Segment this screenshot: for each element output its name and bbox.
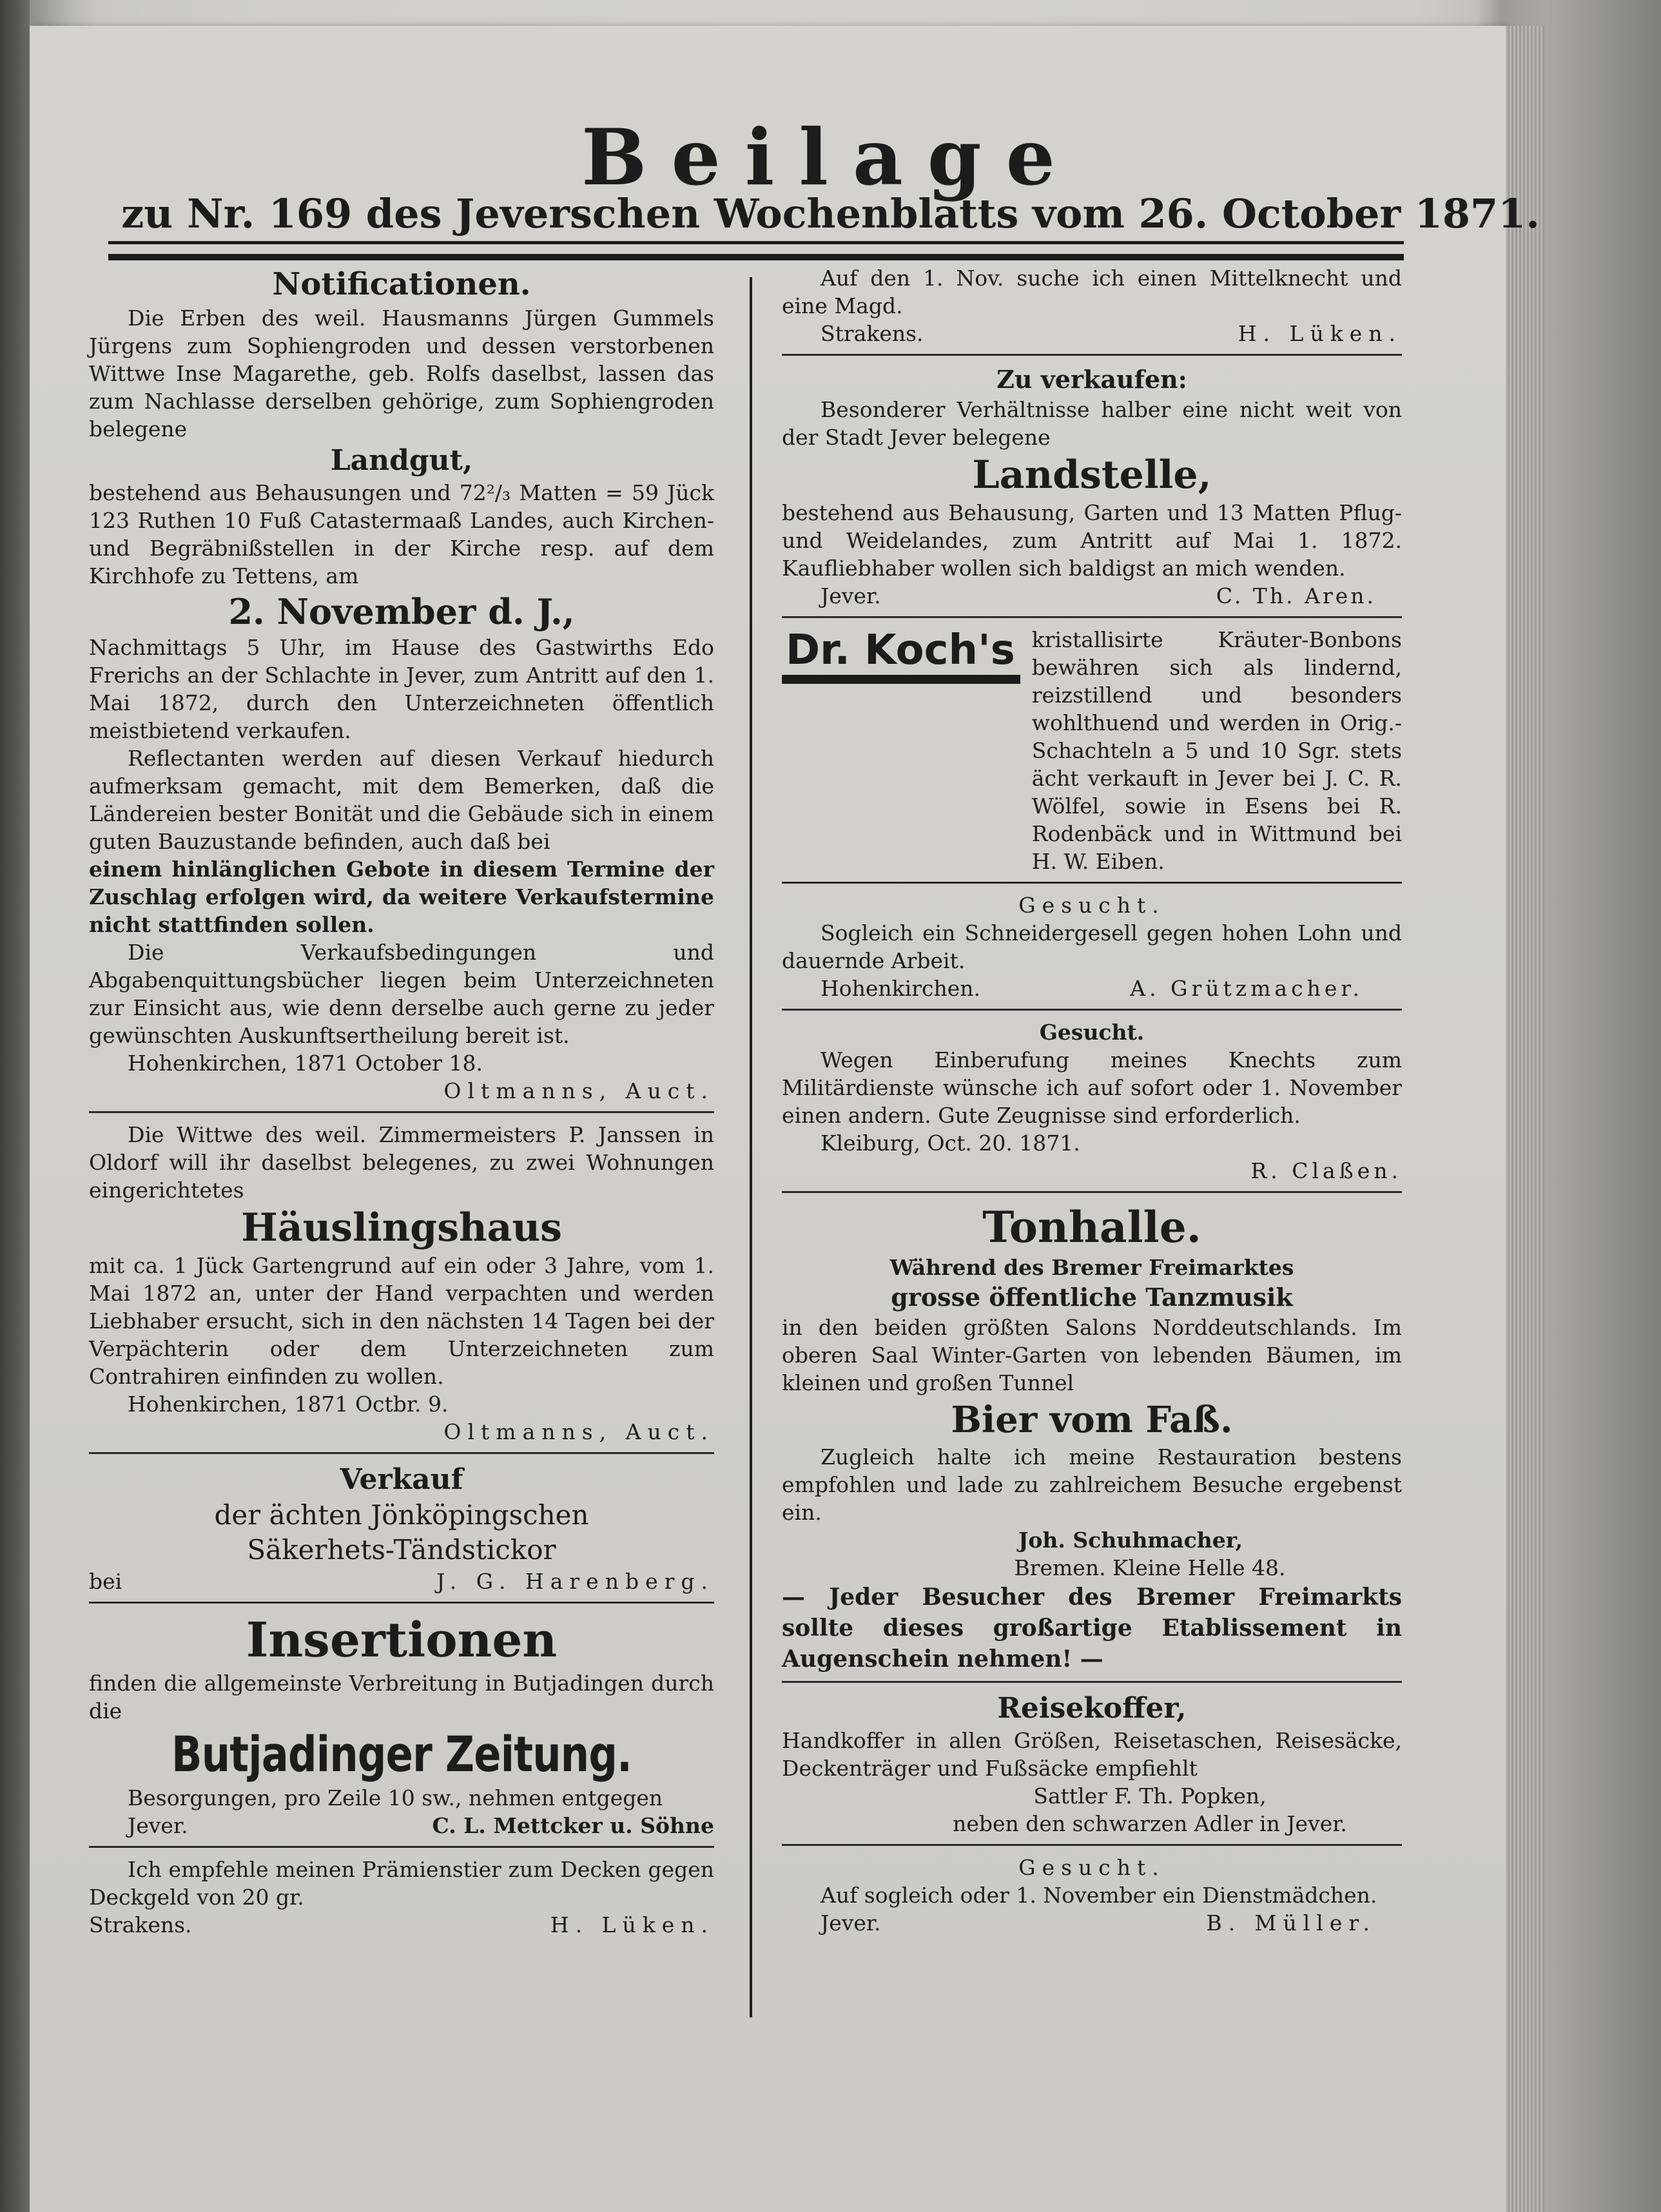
divider-rule xyxy=(89,1846,714,1848)
reisekoffer-text: Handkoffer in allen Größen, Reisetaschen, Reisesäcke, Deckenträger und Fußsäcke empfiehlt xyxy=(782,1728,1402,1781)
besorgungen-firm: C. L. Mettcker u. Söhne xyxy=(432,1813,714,1838)
zeitung-title: Butjadinger Zeitung. xyxy=(171,1725,632,1783)
schuhmacher-name: Joh. Schuhmacher, xyxy=(1018,1528,1243,1553)
gesucht3-name: B. Müller. xyxy=(1206,1910,1376,1936)
divider-rule xyxy=(89,1111,714,1113)
knecht-name: H. Lüken. xyxy=(1238,321,1402,346)
page-edges xyxy=(1506,26,1544,2212)
column-divider xyxy=(750,277,752,2017)
schuhmacher-address: Bremen. Kleine Helle 48. xyxy=(1014,1555,1286,1580)
divider-rule xyxy=(782,1191,1402,1193)
koch-title: Dr. Koch's xyxy=(782,626,1020,684)
besorgungen-text: Besorgungen, pro Zeile 10 sw., nehmen entgegen xyxy=(128,1785,663,1810)
gesucht1-name: A. Grützmacher. xyxy=(1130,976,1363,1001)
haeuslingshaus-text: mit ca. 1 Jück Gartengrund auf ein oder 3 Jahre, vom 1. Mai 1872 an, unter der Hand verpachten und werden Liebhaber ersucht, sich in den nächsten 14 Tagen bei der Verpächterin oder dem Unterzeichneten zum Contrahiren einfinden zu wollen. xyxy=(89,1253,714,1389)
gesucht1-place: Hohenkirchen. xyxy=(821,976,981,1001)
verkauf-line3: Säkerhets-Tändstickor xyxy=(247,1534,556,1566)
divider-rule xyxy=(782,1844,1402,1846)
gesucht3-heading: Gesucht. xyxy=(1018,1855,1165,1880)
insertionen-heading: Insertionen xyxy=(246,1613,558,1668)
verkauf-bei: bei xyxy=(89,1569,122,1594)
divider-rule xyxy=(782,354,1402,356)
gesucht2-name: R. Claßen. xyxy=(1250,1158,1402,1183)
masthead-rule xyxy=(108,241,1404,260)
haeuslingshaus-heading: Häuslingshaus xyxy=(241,1205,562,1250)
besucher-text: — Jeder Besucher des Bremer Freimarkts sollte dieses großartige Etablissement in Augenschein nehmen! — xyxy=(782,1584,1402,1673)
masthead-title: Beilage xyxy=(581,112,1080,203)
verkauf-name: J. G. Harenberg. xyxy=(436,1569,714,1594)
right-column xyxy=(782,264,1402,1937)
gesucht3-text: Auf sogleich oder 1. November ein Dienstmädchen. xyxy=(821,1883,1377,1908)
sattler-address: neben den schwarzen Adler in Jever. xyxy=(953,1811,1347,1836)
place-date-1: Hohenkirchen, 1871 October 18. xyxy=(128,1051,483,1076)
divider-rule xyxy=(782,1009,1402,1011)
besorgungen-signature xyxy=(89,1812,714,1839)
divider-rule xyxy=(782,1681,1402,1683)
landstelle-signature xyxy=(782,582,1402,610)
divider-rule xyxy=(782,882,1402,884)
gesucht1-text: Sogleich ein Schneidergesell gegen hohen Lohn und dauernde Arbeit. xyxy=(782,920,1402,973)
divider-rule xyxy=(89,1452,714,1454)
gesucht3-signature xyxy=(782,1909,1402,1937)
reisekoffer-heading: Reisekoffer, xyxy=(997,1692,1187,1725)
divider-rule xyxy=(89,1602,714,1604)
masthead-subtitle: zu Nr. 169 des Jeverschen Wochenblatts vom 26. October 1871. xyxy=(121,190,1540,237)
gesucht3-place: Jever. xyxy=(821,1910,881,1936)
bier-heading: Bier vom Faß. xyxy=(951,1399,1233,1441)
reflectanten-text: Reflectanten werden auf diesen Verkauf hiedurch aufmerksam gemacht, mit dem Bemerken, daß die Ländereien bester Bonität und die Gebäude sich in einem guten Bauzustande befinden, auch daß bei xyxy=(89,746,714,854)
gesucht2-place-date: Kleiburg, Oct. 20. 1871. xyxy=(821,1130,1080,1156)
signer-2: Oltmanns, Auct. xyxy=(443,1419,714,1444)
landstelle-name: C. Th. Aren. xyxy=(1216,583,1376,608)
stier-text: Ich empfehle meinen Prämienstier zum Decken gegen Deckgeld von 20 gr. xyxy=(89,1857,714,1910)
signer-1: Oltmanns, Auct. xyxy=(443,1078,714,1103)
insertionen-text: finden die allgemeinste Verbreitung in Butjadingen durch die xyxy=(89,1671,714,1723)
verkauf-signature xyxy=(89,1567,714,1595)
auction-text: Nachmittags 5 Uhr, im Hause des Gastwirths Edo Frerichs an der Schlachte in Jever, zum Antritt auf den 1. Mai 1872, durch den Unterzeichneten öffentlich meistbietend verkaufen. xyxy=(89,635,714,743)
stier-place: Strakens. xyxy=(89,1912,192,1937)
knecht-text: Auf den 1. Nov. suche ich einen Mittelknecht und eine Magd. xyxy=(782,266,1402,318)
place-date-2: Hohenkirchen, 1871 Octbr. 9. xyxy=(128,1392,449,1417)
knecht-place: Strakens. xyxy=(821,321,924,346)
verkauf-heading: Verkauf xyxy=(340,1463,463,1496)
landstelle-heading: Landstelle, xyxy=(972,452,1212,498)
auction-date: 2. November d. J., xyxy=(228,591,575,632)
tonhalle-heading: Tonhalle. xyxy=(982,1202,1201,1252)
tonhalle-text: in den beiden größten Salons Norddeutschlands. Im oberen Saal Winter-Garten von lebenden Bäumen, im kleinen und großen Tunnel xyxy=(782,1315,1402,1395)
gesucht1-signature xyxy=(782,975,1402,1002)
notification-text: Die Erben des weil. Hausmanns Jürgen Gummels Jürgens zum Sophiengroden und dessen verstorbenen Wittwe Inse Magarethe, geb. Rolfs daselbst, lassen das zum Nachlasse derselben gehörige, zum Sophiengroden belegene xyxy=(89,306,714,441)
koch-advert xyxy=(782,626,1402,875)
conditions-text: Die Verkaufsbedingungen und Abgabenquittungsbücher liegen beim Unterzeichneten zur Einsicht aus, wie denn derselbe auch gerne zu jeder gewünschten Auskunftsertheilung bereit ist. xyxy=(89,940,714,1048)
gesucht1-heading: Gesucht. xyxy=(1018,893,1165,918)
restauration-text: Zugleich halte ich meine Restauration bestens empfohlen und lade zu zahlreichem Besuche ergebenst ein. xyxy=(782,1444,1402,1525)
gesucht2-heading: Gesucht. xyxy=(1039,1020,1145,1045)
divider-rule xyxy=(782,616,1402,618)
verkaufen-text: Besonderer Verhältnisse halber eine nicht weit von der Stadt Jever belegene xyxy=(782,397,1402,450)
tonhalle-line1: Während des Bremer Freimarktes xyxy=(889,1255,1294,1280)
tonhalle-line2: grosse öffentliche Tanzmusik xyxy=(891,1283,1293,1312)
verkaufen-heading: Zu verkaufen: xyxy=(996,365,1187,394)
left-column xyxy=(89,264,714,1939)
verkauf-line2: der ächten Jönköpingschen xyxy=(214,1499,589,1531)
landstelle-place: Jever. xyxy=(821,583,881,608)
stier-name: H. Lüken. xyxy=(550,1912,714,1937)
koch-text: kristallisirte Kräuter-Bonbons bewähren sich als lindernd, reizstillend und besonders wohlthuend und werden in Orig.-Schachteln a 5 und 10 Sgr. stets ächt verkauft in Jever bei J. C. R. Wölfel, sowie in Esens bei R. Rodenbäck und in Wittmund bei H. W. Eiben. xyxy=(1031,627,1402,874)
stier-signature xyxy=(89,1911,714,1939)
notificationen-heading: Notificationen. xyxy=(272,266,531,302)
widow-text: Die Wittwe des weil. Zimmermeisters P. Janssen in Oldorf will ihr daselbst belegenes, zu zwei Wohnungen eingerichtetes xyxy=(89,1122,714,1203)
gesucht2-text: Wegen Einberufung meines Knechts zum Militärdienste wünsche ich auf sofort oder 1. November einen andern. Gute Zeugnisse sind erforderlich. xyxy=(782,1047,1402,1128)
landgut-heading: Landgut, xyxy=(330,444,473,477)
landstelle-text: bestehend aus Behausung, Garten und 13 Matten Pflug- und Weidelandes, zum Antritt auf Mai 1. 1872. Kaufliebhaber wollen sich baldigst an mich wenden. xyxy=(782,500,1402,581)
landgut-text: bestehend aus Behausungen und 72²/₃ Matten = 59 Jück 123 Ruthen 10 Fuß Catastermaaß Landes, auch Kirchen- und Begräbnißstellen in der Kirche resp. auf dem Kirchhofe zu Tettens, am xyxy=(89,480,714,588)
reflectanten-bold: einem hinlänglichen Gebote in diesem Termine der Zuschlag erfolgen wird, da weitere Verkaufstermine nicht stattfinden sollen. xyxy=(89,857,714,937)
book-gutter xyxy=(0,0,30,2212)
besorgungen-place: Jever. xyxy=(128,1813,188,1838)
knecht-signature xyxy=(782,320,1402,347)
sattler-name: Sattler F. Th. Popken, xyxy=(1033,1783,1267,1809)
